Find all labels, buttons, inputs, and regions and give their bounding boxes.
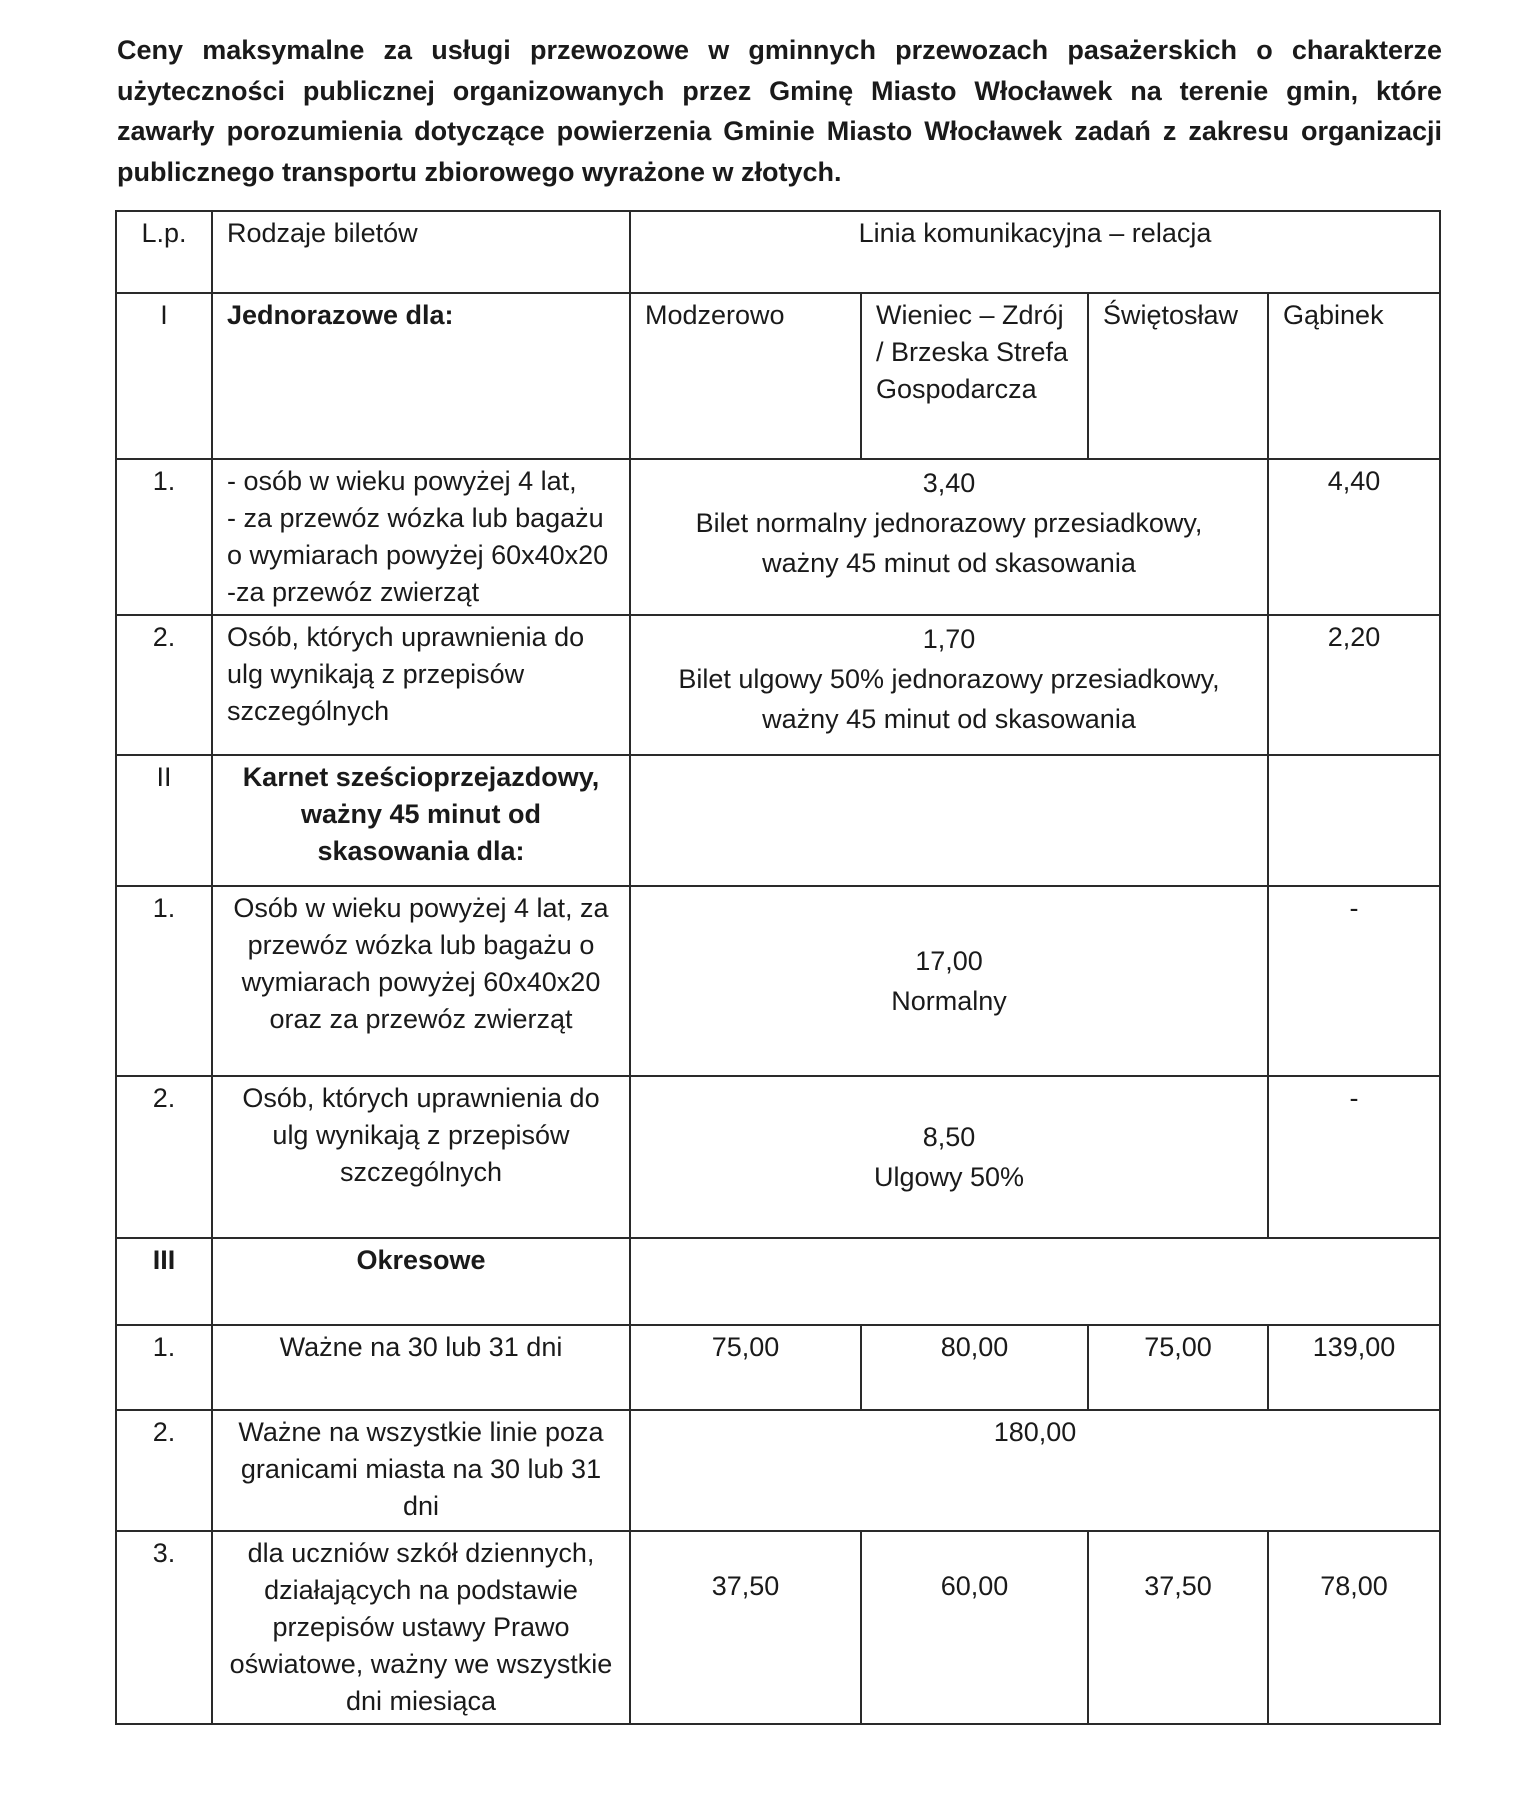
header-lp: L.p.	[116, 211, 212, 293]
row-description	[212, 1531, 630, 1724]
row-lp: 2.	[116, 1410, 212, 1531]
price-cell	[630, 886, 1268, 1076]
row-lp: 2.	[116, 615, 212, 755]
desc-line: - za przewóz wózka lub bagażu	[227, 503, 604, 533]
header-route: Linia komunikacyjna – relacja	[630, 211, 1440, 293]
document-heading: Ceny maksymalne za usługi przewozowe w gminnych przewozach pasażerskich o charakterze użyteczności publicznej organizowanych przez Gminę Miasto Włocławek na terenie gmin, które zawarły porozumienia dotyczące powierzenia Gminie Miasto Włocławek zadań z zakresu organizacji publicznego transportu zbiorowego wyrażone w złotych.	[117, 35, 1442, 187]
table-row	[116, 615, 1440, 755]
gabinek-price: -	[1268, 1076, 1440, 1238]
route-swietoslaw: Świętosław	[1088, 293, 1268, 459]
desc-line: Osób, których uprawnienia do	[242, 1083, 600, 1113]
table-header-row	[116, 211, 1440, 293]
row-description	[212, 886, 630, 1076]
price-note: Ulgowy 50%	[873, 1162, 1025, 1192]
row-description	[212, 615, 630, 755]
desc-line: przewóz wózka lub bagażu o	[247, 930, 595, 960]
price-modzerowo: 75,00	[630, 1325, 861, 1410]
header-ticket-types: Rodzaje biletów	[212, 211, 630, 293]
desc-line: - osób w wieku powyżej 4 lat,	[227, 466, 577, 496]
price-cell	[630, 459, 1268, 615]
section-i-row	[116, 293, 1440, 459]
row-description	[212, 1410, 630, 1531]
desc-line: ulg wynikają z przepisów	[227, 659, 525, 689]
table-row	[116, 886, 1440, 1076]
section-ii-lp: II	[116, 755, 212, 886]
section-i-lp: I	[116, 293, 212, 459]
desc-line: działających na podstawie	[264, 1575, 578, 1605]
price-all-lines: 180,00	[630, 1410, 1440, 1531]
section-ii-label	[212, 755, 630, 886]
price-modzerowo: 37,50	[630, 1531, 861, 1724]
price-cell	[630, 615, 1268, 755]
desc-line: oświatowe, ważny we wszystkie	[229, 1649, 613, 1679]
row-lp: 1.	[116, 886, 212, 1076]
price-gabinek: 78,00	[1268, 1531, 1440, 1724]
price-value: 1,70	[922, 624, 976, 654]
label-line: ważny 45 minut od	[300, 799, 542, 829]
desc-line: granicami miasta na 30 lub 31	[240, 1454, 602, 1484]
empty-cell	[630, 755, 1268, 886]
price-note: ważny 45 minut od skasowania	[762, 548, 1136, 578]
desc-line: Ważne na wszystkie linie poza	[238, 1417, 604, 1447]
price-swietoslaw: 75,00	[1088, 1325, 1268, 1410]
table-row	[116, 1076, 1440, 1238]
section-iii-lp: III	[116, 1238, 212, 1325]
table-row	[116, 1325, 1440, 1410]
section-iii-row	[116, 1238, 1440, 1325]
route-modzerowo: Modzerowo	[630, 293, 861, 459]
desc-line: szczególnych	[227, 696, 390, 726]
row-lp: 1.	[116, 1325, 212, 1410]
price-wieniec: 80,00	[861, 1325, 1088, 1410]
desc-line: Osób, których uprawnienia do	[227, 622, 585, 652]
empty-cell	[630, 1238, 1440, 1325]
gabinek-price: -	[1268, 886, 1440, 1076]
gabinek-price: 2,20	[1268, 615, 1440, 755]
desc-line: przepisów ustawy Prawo	[272, 1612, 570, 1642]
route-wieniec: Wieniec – Zdrój / Brzeska Strefa Gospodarcza	[861, 293, 1088, 459]
row-description	[212, 459, 630, 615]
desc-line: oraz za przewóz zwierząt	[269, 1004, 573, 1034]
label-line: Karnet sześcioprzejazdowy,	[242, 762, 600, 792]
table-row	[116, 1531, 1440, 1724]
section-ii-row	[116, 755, 1440, 886]
desc-line: dla uczniów szkół dziennych,	[247, 1538, 595, 1568]
desc-line: ulg wynikają z przepisów	[272, 1120, 570, 1150]
price-value: 8,50	[922, 1122, 976, 1152]
price-gabinek: 139,00	[1268, 1325, 1440, 1410]
table-row	[116, 459, 1440, 615]
desc-line: -za przewóz zwierząt	[227, 577, 480, 607]
desc-line: dni miesiąca	[345, 1686, 497, 1716]
row-lp: 2.	[116, 1076, 212, 1238]
table-row	[116, 1410, 1440, 1531]
section-i-label: Jednorazowe dla:	[212, 293, 630, 459]
section-iii-label: Okresowe	[212, 1238, 630, 1325]
empty-cell	[1268, 755, 1440, 886]
desc-line: Osób w wieku powyżej 4 lat, za	[233, 893, 609, 923]
price-value: 3,40	[922, 468, 976, 498]
route-gabinek: Gąbinek	[1268, 293, 1440, 459]
price-note: Bilet normalny jednorazowy przesiadkowy,	[695, 508, 1203, 538]
row-lp: 1.	[116, 459, 212, 615]
price-wieniec: 60,00	[861, 1531, 1088, 1724]
fare-table	[115, 210, 1441, 1725]
desc-line: wymiarach powyżej 60x40x20	[241, 967, 601, 997]
price-note: Normalny	[891, 986, 1007, 1016]
price-swietoslaw: 37,50	[1088, 1531, 1268, 1724]
desc-line: o wymiarach powyżej 60x40x20	[227, 540, 609, 570]
row-description: Ważne na 30 lub 31 dni	[212, 1325, 630, 1410]
label-line: skasowania dla:	[317, 836, 525, 866]
row-lp: 3.	[116, 1531, 212, 1724]
price-note: ważny 45 minut od skasowania	[762, 704, 1136, 734]
desc-line: szczególnych	[339, 1157, 503, 1187]
price-value: 17,00	[915, 946, 983, 976]
gabinek-price: 4,40	[1268, 459, 1440, 615]
desc-line: dni	[402, 1491, 440, 1521]
row-description	[212, 1076, 630, 1238]
price-cell	[630, 1076, 1268, 1238]
price-note: Bilet ulgowy 50% jednorazowy przesiadkowy,	[678, 664, 1220, 694]
